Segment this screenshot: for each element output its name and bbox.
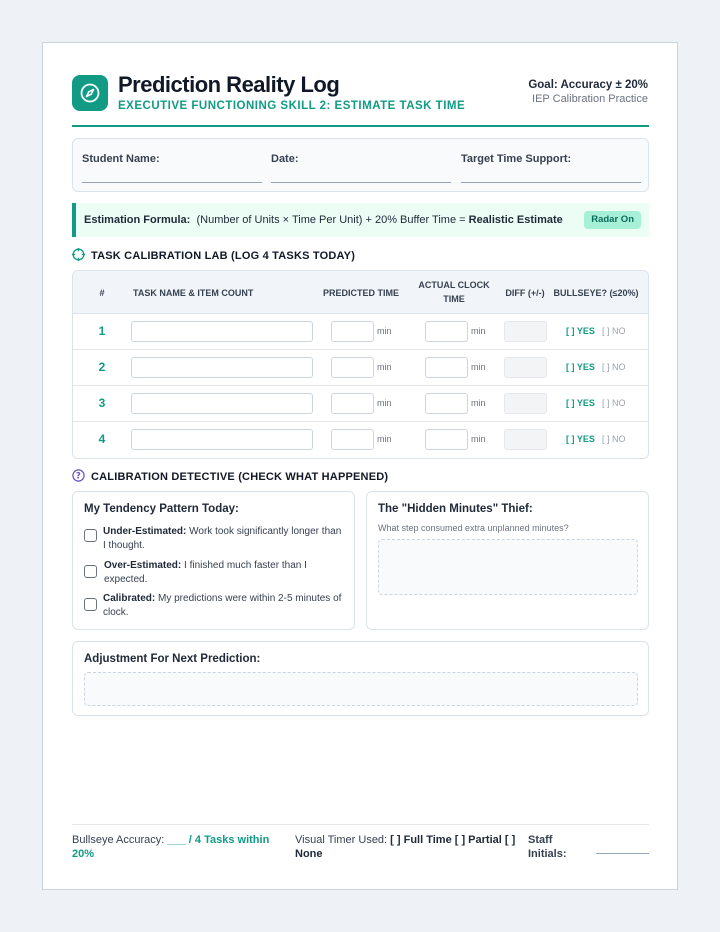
row-number: 3 <box>98 396 106 410</box>
task-name-input[interactable] <box>131 357 313 378</box>
predicted-unit: min <box>377 434 392 444</box>
formula-label: Estimation Formula: <box>84 214 191 226</box>
diff-input[interactable] <box>504 429 547 450</box>
date-field[interactable] <box>271 149 451 167</box>
svg-text:?: ? <box>75 471 82 482</box>
actual-unit: min <box>471 398 486 408</box>
actual-time-input[interactable] <box>425 429 468 450</box>
adjustment-input[interactable] <box>84 672 638 706</box>
staff-label-2: Initials: <box>528 848 567 860</box>
actual-time-input[interactable] <box>425 393 468 414</box>
formula-text <box>84 214 563 226</box>
predicted-time-input[interactable] <box>331 357 374 378</box>
over-estimated-label: Over-Estimated: <box>104 560 182 571</box>
task-name-input[interactable] <box>131 321 313 342</box>
calibrated-label: Calibrated: <box>103 593 156 604</box>
predicted-time-input[interactable] <box>331 321 374 342</box>
col-num: # <box>99 288 105 298</box>
student-name-field[interactable] <box>82 149 262 167</box>
student-info-box <box>72 138 649 192</box>
actual-unit: min <box>471 434 486 444</box>
bullseye-no-checkbox[interactable]: [ ] NO <box>602 398 626 408</box>
calibrated-text: My predictions were within 2-5 minutes of clock. <box>103 593 342 618</box>
task-section-title: TASK CALIBRATION LAB (LOG 4 TASKS TODAY) <box>91 249 356 262</box>
predicted-unit: min <box>377 326 392 336</box>
formula-result: Realistic Estimate <box>468 214 563 226</box>
tendency-title: My Tendency Pattern Today: <box>84 503 239 515</box>
task-section-header <box>72 248 355 264</box>
target-support-line <box>461 182 641 183</box>
target-support-field[interactable] <box>461 149 641 167</box>
adjustment-card <box>72 641 649 716</box>
bullseye-accuracy <box>72 833 277 861</box>
task-name-input[interactable] <box>131 393 313 414</box>
diff-input[interactable] <box>504 393 547 414</box>
actual-time-input[interactable] <box>425 321 468 342</box>
goal-subtitle: IEP Calibration Practice <box>532 93 648 105</box>
student-name-label: Student Name: <box>82 153 160 165</box>
predicted-time-input[interactable] <box>331 393 374 414</box>
accuracy-value-tail: 20% <box>72 848 95 860</box>
table-row <box>73 422 648 458</box>
hidden-minutes-title: The "Hidden Minutes" Thief: <box>378 503 533 515</box>
student-name-line <box>82 182 262 183</box>
table-row <box>73 386 648 422</box>
goal-label: Goal: Accuracy ± 20% <box>528 79 648 91</box>
visual-timer-used <box>295 833 525 861</box>
calibrated-checkbox[interactable] <box>84 598 97 611</box>
under-estimated-label: Under-Estimated: <box>103 526 187 537</box>
under-estimated-checkbox[interactable] <box>84 529 97 542</box>
estimation-formula-box <box>72 203 649 237</box>
table-row <box>73 350 648 386</box>
table-header <box>73 271 648 314</box>
compass-icon <box>72 75 108 111</box>
bullseye-yes-checkbox[interactable]: [ ] YES <box>566 398 595 408</box>
bullseye-yes-checkbox[interactable]: [ ] YES <box>566 362 595 372</box>
col-actual-line-2: TIME <box>443 294 465 304</box>
table-row <box>73 314 648 350</box>
detective-section-header <box>72 469 388 485</box>
bullseye-no-checkbox[interactable]: [ ] NO <box>602 362 626 372</box>
worksheet-page <box>42 42 678 890</box>
page-subtitle: EXECUTIVE FUNCTIONING SKILL 2: ESTIMATE TASK TIME <box>118 100 466 112</box>
tendency-card <box>72 491 355 630</box>
timer-options[interactable]: [ ] Full Time [ ] Partial [ ] <box>390 834 516 846</box>
row-number: 4 <box>98 432 106 446</box>
predicted-unit: min <box>377 362 392 372</box>
task-name-input[interactable] <box>131 429 313 450</box>
footer-divider <box>72 824 649 825</box>
radar-badge: Radar On <box>584 211 641 229</box>
bullseye-yes-checkbox[interactable]: [ ] YES <box>566 434 595 444</box>
detective-section-title: CALIBRATION DETECTIVE (CHECK WHAT HAPPENED) <box>91 470 389 483</box>
actual-time-input[interactable] <box>425 357 468 378</box>
formula-expression: (Number of Units × Time Per Unit) + 20% Buffer Time = <box>196 214 466 226</box>
page-title: Prediction Reality Log <box>118 72 340 97</box>
over-estimated-option[interactable] <box>84 559 344 589</box>
diff-input[interactable] <box>504 357 547 378</box>
timer-option-none[interactable]: None <box>295 848 323 860</box>
adjustment-title: Adjustment For Next Prediction: <box>84 653 261 665</box>
actual-unit: min <box>471 362 486 372</box>
question-circle-icon <box>72 469 85 485</box>
accuracy-label: Bullseye Accuracy: <box>72 834 165 846</box>
bullseye-no-checkbox[interactable]: [ ] NO <box>602 326 626 336</box>
col-bullseye: BULLSEYE? (≤20%) <box>553 288 639 298</box>
staff-label-1: Staff <box>528 834 553 846</box>
under-estimated-option[interactable] <box>84 525 344 555</box>
hidden-minutes-input[interactable] <box>378 539 638 595</box>
target-support-label: Target Time Support: <box>461 153 572 165</box>
under-estimated-text: Work took significantly longer than I thought. <box>103 526 342 551</box>
accuracy-value: ___ / 4 Tasks within <box>167 834 270 846</box>
task-table <box>72 270 649 459</box>
col-actual <box>409 278 499 306</box>
col-diff: DIFF (+/-) <box>505 288 545 298</box>
staff-initials <box>528 833 588 861</box>
crosshair-icon <box>72 248 85 264</box>
col-task: TASK NAME & ITEM COUNT <box>133 288 254 298</box>
timer-label: Visual Timer Used: <box>295 834 388 846</box>
hidden-minutes-hint: What step consumed extra unplanned minutes? <box>378 523 569 533</box>
date-line <box>271 182 451 183</box>
predicted-unit: min <box>377 398 392 408</box>
hidden-minutes-card <box>366 491 649 630</box>
predicted-time-input[interactable] <box>331 429 374 450</box>
bullseye-yes-checkbox[interactable]: [ ] YES <box>566 326 595 336</box>
actual-unit: min <box>471 326 486 336</box>
over-estimated-checkbox[interactable] <box>84 565 97 578</box>
col-actual-line-1: ACTUAL CLOCK <box>418 280 490 290</box>
row-number: 1 <box>98 324 106 338</box>
diff-input[interactable] <box>504 321 547 342</box>
date-label: Date: <box>271 153 299 165</box>
col-predicted: PREDICTED TIME <box>322 288 399 298</box>
calibrated-option[interactable] <box>84 592 344 622</box>
staff-initials-line[interactable] <box>596 853 649 854</box>
header-divider <box>72 125 649 127</box>
bullseye-no-checkbox[interactable]: [ ] NO <box>602 434 626 444</box>
over-estimated-text: I finished much faster than I expected. <box>104 560 307 585</box>
row-number: 2 <box>98 360 106 374</box>
